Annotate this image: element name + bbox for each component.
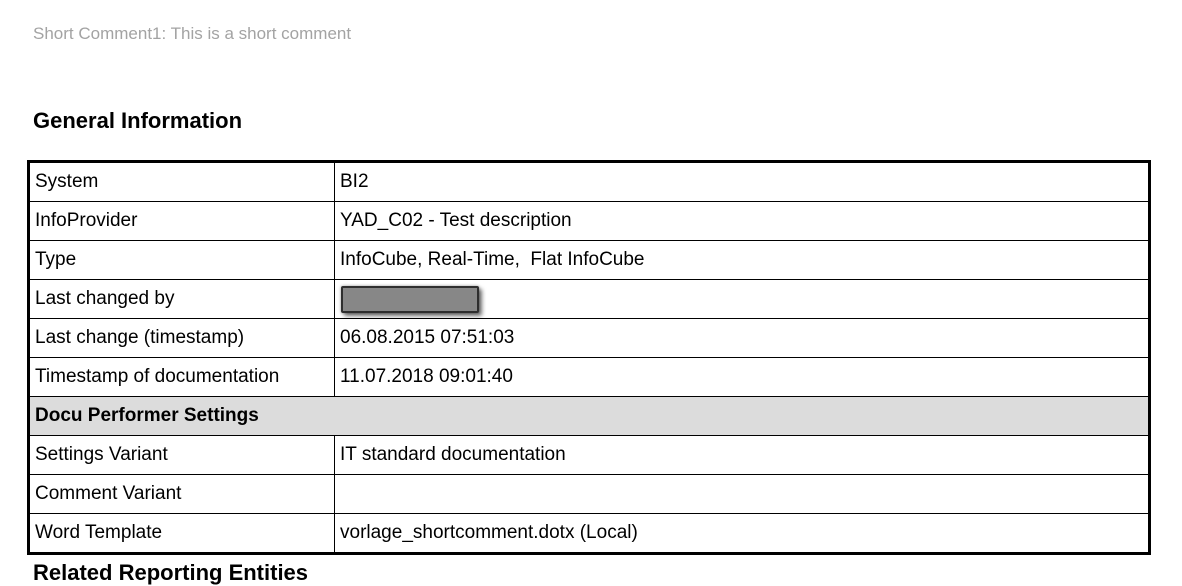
row-value: InfoCube, Real-Time, Flat InfoCube (335, 241, 1150, 280)
table-row (29, 162, 1150, 202)
row-value: vorlage_shortcomment.dotx (Local) (335, 514, 1150, 554)
redaction-box (341, 286, 479, 313)
table-row (29, 319, 1150, 358)
section-title-general-information: General Information (33, 108, 243, 133)
row-label: Settings Variant (29, 436, 335, 475)
row-value (335, 475, 1150, 514)
row-label: Type (29, 241, 335, 280)
table-section-row (29, 397, 1150, 436)
row-label: Comment Variant (29, 475, 335, 514)
row-label: Timestamp of documentation (29, 358, 335, 397)
table-row (29, 202, 1150, 241)
table-row (29, 280, 1150, 319)
row-value: 06.08.2015 07:51:03 (335, 319, 1150, 358)
row-label: Last change (timestamp) (29, 319, 335, 358)
row-label: Word Template (29, 514, 335, 554)
table-row (29, 241, 1150, 280)
table-row (29, 436, 1150, 475)
row-value (335, 280, 1150, 319)
section-header-cell: Docu Performer Settings (29, 397, 1150, 436)
general-information-table-body (29, 162, 1150, 554)
short-comment-text: Short Comment1: This is a short comment (33, 24, 352, 43)
table-row (29, 358, 1150, 397)
row-value: BI2 (335, 162, 1150, 202)
row-value: IT standard documentation (335, 436, 1150, 475)
row-label: Last changed by (29, 280, 335, 319)
row-value: 11.07.2018 09:01:40 (335, 358, 1150, 397)
row-label: System (29, 162, 335, 202)
table-row (29, 514, 1150, 554)
section-title-related-reporting-entities: Related Reporting Entities (33, 560, 309, 585)
row-value: YAD_C02 - Test description (335, 202, 1150, 241)
row-label: InfoProvider (29, 202, 335, 241)
general-information-table (27, 160, 1151, 555)
table-row (29, 475, 1150, 514)
